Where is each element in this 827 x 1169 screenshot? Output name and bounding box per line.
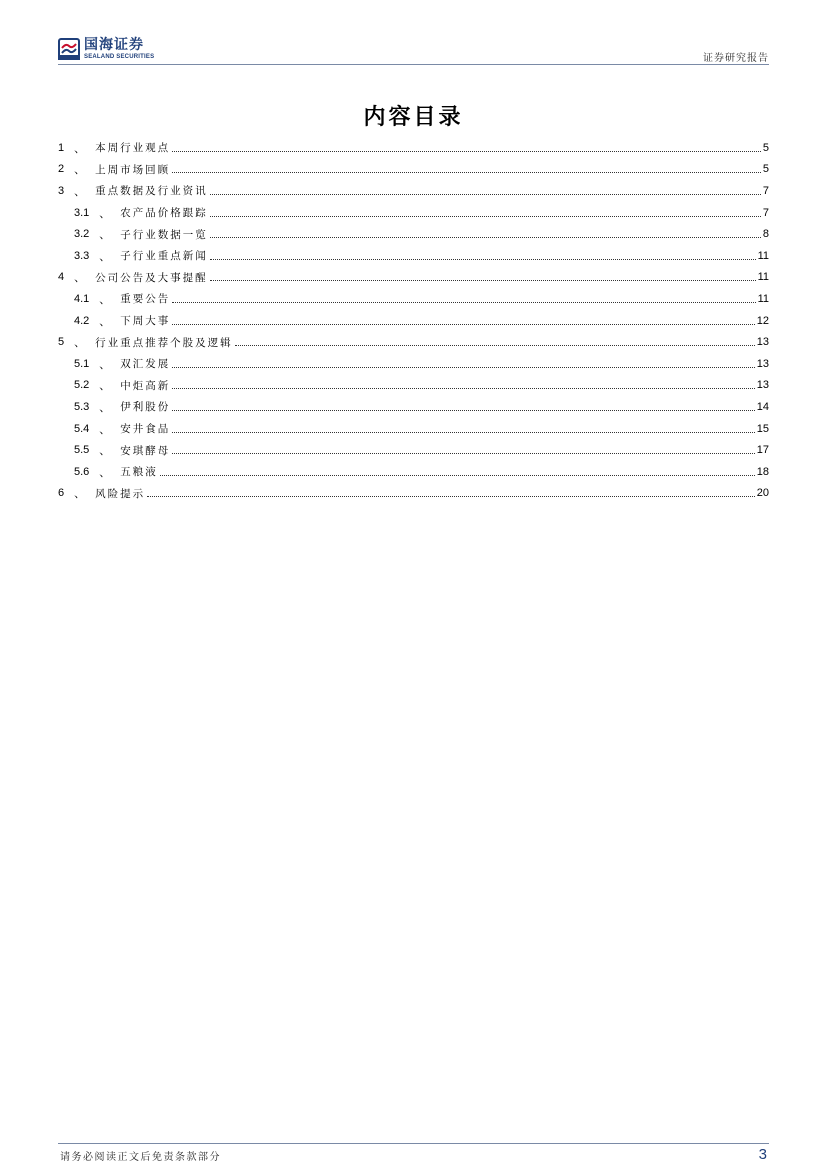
toc-entry-page[interactable]: 12 — [756, 314, 769, 327]
toc-dot-leader — [172, 358, 754, 368]
toc-entry-number: 6 — [58, 487, 65, 500]
toc-entry-page[interactable]: 13 — [756, 336, 769, 349]
footer-disclaimer: 请务必阅读正文后免责条款部分 — [60, 1152, 221, 1163]
toc-entry-separator: 、 — [74, 184, 86, 198]
toc-dot-leader — [210, 185, 761, 195]
toc-dot-leader — [210, 228, 761, 238]
toc-entry-label[interactable]: 风险提示 — [95, 487, 146, 500]
toc-entry[interactable] — [58, 223, 769, 245]
toc-entry-page[interactable]: 15 — [756, 422, 769, 435]
toc-entry-separator: 、 — [99, 379, 111, 393]
toc-entry-label[interactable]: 上周市场回顾 — [95, 163, 171, 176]
toc-entry-page[interactable]: 18 — [756, 465, 769, 478]
toc-entry[interactable] — [58, 245, 769, 267]
toc-entry-page[interactable]: 5 — [762, 163, 769, 176]
page-number: 3 — [758, 1146, 767, 1163]
toc-entry-separator: 、 — [99, 292, 111, 306]
toc-dot-leader — [210, 271, 756, 281]
toc-entry-number: 4 — [58, 271, 65, 284]
toc-entry[interactable] — [58, 202, 769, 224]
header-divider — [58, 64, 769, 65]
toc-entry-label[interactable]: 重要公告 — [120, 293, 171, 306]
toc-entry-label[interactable]: 子行业数据一览 — [120, 228, 208, 241]
toc-entry-label[interactable]: 中炬高新 — [120, 379, 171, 392]
toc-dot-leader — [235, 336, 755, 346]
toc-entry[interactable] — [58, 310, 769, 332]
report-type-label: 证券研究报告 — [703, 53, 769, 64]
page-header — [58, 34, 769, 66]
toc-title: 内容目录 — [363, 104, 464, 130]
toc-entry-page[interactable]: 13 — [756, 379, 769, 392]
toc-entry[interactable] — [58, 137, 769, 159]
toc-entry-label[interactable]: 双汇发展 — [120, 358, 171, 371]
toc-entry-page[interactable]: 20 — [756, 487, 769, 500]
toc-entry-separator: 、 — [74, 487, 86, 501]
toc-entry[interactable] — [58, 439, 769, 461]
toc-entry-page[interactable]: 13 — [756, 357, 769, 370]
toc-entry-label[interactable]: 安琪酵母 — [120, 444, 171, 457]
toc-entry-number: 5 — [58, 336, 65, 349]
toc-entry-page[interactable]: 14 — [756, 400, 769, 413]
toc-entry-separator: 、 — [99, 465, 111, 479]
toc-entry[interactable] — [58, 353, 769, 375]
toc-entry-label[interactable]: 农产品价格跟踪 — [120, 207, 208, 220]
toc-entry-label[interactable]: 重点数据及行业资讯 — [95, 185, 208, 198]
toc-entry[interactable] — [58, 288, 769, 310]
toc-entry-number: 5.6 — [74, 465, 90, 478]
toc-dot-leader — [172, 315, 754, 325]
toc-dot-leader — [172, 163, 761, 173]
toc-entry-page[interactable]: 17 — [756, 444, 769, 457]
toc-entry-number: 3.1 — [74, 206, 90, 219]
toc-entry-label[interactable]: 伊利股份 — [120, 401, 171, 414]
logo-chinese-name: 国海证券 — [84, 37, 144, 53]
toc-entry-number: 3.3 — [74, 249, 90, 262]
toc-dot-leader — [172, 142, 761, 152]
toc-entry[interactable] — [58, 331, 769, 353]
toc-entry[interactable] — [58, 483, 769, 505]
toc-entry-separator: 、 — [74, 271, 86, 285]
toc-entry-number: 1 — [58, 141, 65, 154]
toc-dot-leader — [147, 487, 755, 497]
toc-entry-number: 3.2 — [74, 228, 90, 241]
toc-entry-page[interactable]: 8 — [762, 228, 769, 241]
toc-dot-leader — [210, 250, 756, 260]
toc-dot-leader — [210, 207, 761, 217]
company-logo — [58, 38, 154, 64]
toc-entry-page[interactable]: 5 — [762, 141, 769, 154]
toc-entry-page[interactable]: 11 — [757, 249, 769, 262]
toc-entry-separator: 、 — [74, 141, 86, 155]
toc-entry-number: 4.2 — [74, 314, 90, 327]
toc-entry[interactable] — [58, 396, 769, 418]
toc-entry-label[interactable]: 本周行业观点 — [95, 142, 171, 155]
toc-entry[interactable] — [58, 375, 769, 397]
toc-entry-number: 3 — [58, 184, 65, 197]
toc-entry-separator: 、 — [99, 314, 111, 328]
toc-entry-number: 5.1 — [74, 357, 90, 370]
toc-entry-separator: 、 — [74, 163, 86, 177]
toc-entry-number: 5.3 — [74, 400, 90, 413]
toc-entry-number: 5.5 — [74, 444, 90, 457]
toc-entry-separator: 、 — [99, 357, 111, 371]
table-of-contents — [58, 137, 769, 504]
toc-entry-number: 2 — [58, 163, 65, 176]
toc-entry-number: 5.4 — [74, 422, 90, 435]
toc-entry-separator: 、 — [99, 228, 111, 242]
toc-dot-leader — [172, 401, 754, 411]
toc-dot-leader — [172, 293, 755, 303]
logo-english-name: SEALAND SECURITIES — [84, 54, 155, 60]
toc-entry-separator: 、 — [74, 336, 86, 350]
toc-entry-page[interactable]: 11 — [757, 292, 769, 305]
toc-dot-leader — [160, 466, 755, 476]
toc-entry-separator: 、 — [99, 422, 111, 436]
toc-entry-label[interactable]: 公司公告及大事提醒 — [95, 271, 208, 284]
toc-entry[interactable] — [58, 159, 769, 181]
toc-entry-label[interactable]: 五粮液 — [120, 466, 158, 479]
toc-entry-page[interactable]: 11 — [757, 271, 769, 284]
toc-entry-page[interactable]: 7 — [762, 206, 769, 219]
footer-divider — [58, 1143, 769, 1144]
toc-entry-number: 5.2 — [74, 379, 90, 392]
toc-dot-leader — [172, 423, 754, 433]
toc-entry[interactable] — [58, 461, 769, 483]
toc-entry-separator: 、 — [99, 206, 111, 220]
toc-entry[interactable] — [58, 267, 769, 289]
toc-entry[interactable] — [58, 418, 769, 440]
toc-entry-separator: 、 — [99, 400, 111, 414]
toc-entry-number: 4.1 — [74, 292, 90, 305]
sealand-logo-icon — [58, 38, 80, 60]
toc-dot-leader — [172, 444, 754, 454]
toc-dot-leader — [172, 379, 754, 389]
toc-entry-page[interactable]: 7 — [762, 184, 769, 197]
toc-entry-label[interactable]: 行业重点推荐个股及逻辑 — [95, 336, 233, 349]
toc-entry-label[interactable]: 安井食品 — [120, 423, 171, 436]
toc-entry-separator: 、 — [99, 249, 111, 263]
toc-entry-label[interactable]: 子行业重点新闻 — [120, 250, 208, 263]
toc-entry-label[interactable]: 下周大事 — [120, 315, 171, 328]
toc-entry[interactable] — [58, 180, 769, 202]
toc-entry-separator: 、 — [99, 444, 111, 458]
